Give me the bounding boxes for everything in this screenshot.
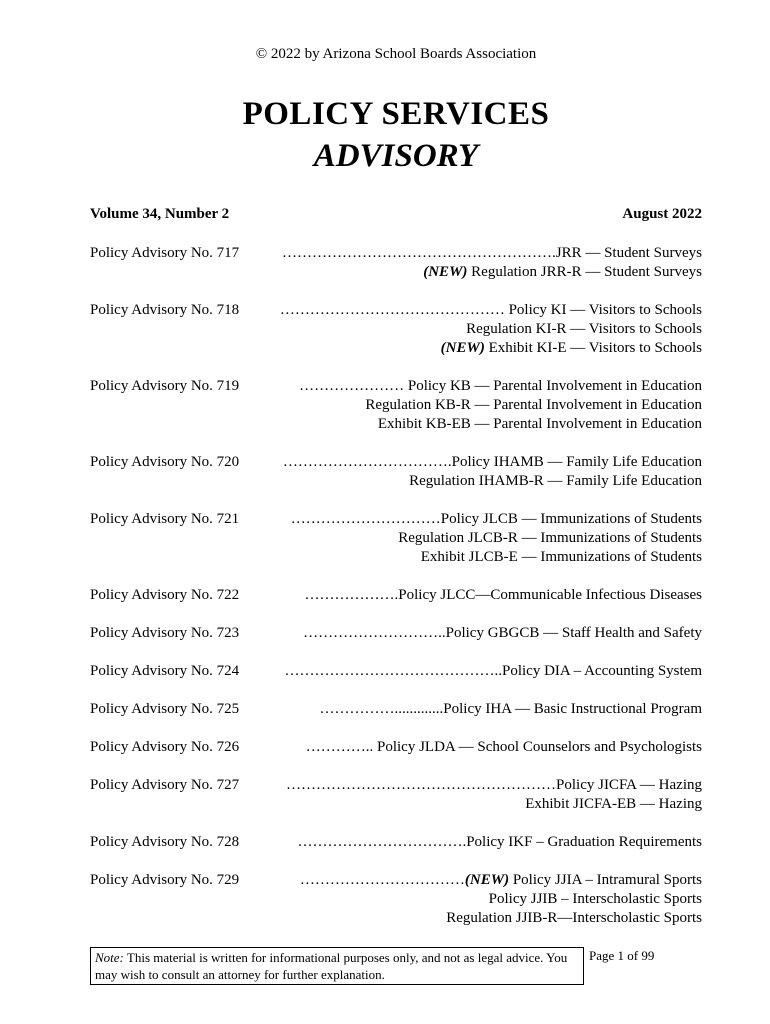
advisory-number: Policy Advisory No. 718 [90, 302, 240, 318]
new-flag: (NEW) [423, 264, 468, 280]
advisory-item [489, 890, 702, 909]
advisory-line [90, 662, 702, 681]
advisory-entry [90, 453, 702, 491]
advisory-item-text: Policy JLDA — School Counselors and Psychologists [373, 739, 702, 755]
advisory-entry [90, 510, 702, 567]
advisory-item [305, 586, 702, 605]
advisory-line [90, 586, 702, 605]
dot-leader: …………………………… [299, 872, 465, 888]
advisory-line [90, 871, 702, 890]
advisory-item-text: Regulation IHAMB-R — Family Life Education [409, 473, 702, 489]
advisory-item-text: Policy IHAMB — Family Life Education [451, 454, 702, 470]
advisory-entry [90, 586, 702, 605]
advisory-line [90, 909, 702, 928]
advisory-item-text: Exhibit KI-E — Visitors to Schools [484, 340, 702, 356]
dot-leader: ………………. [304, 587, 399, 603]
advisory-line [90, 529, 702, 548]
advisory-item [320, 700, 702, 719]
dot-leader: ………….. [305, 739, 374, 755]
advisory-line [90, 700, 702, 719]
disclaimer-note [90, 947, 584, 985]
advisory-line [90, 263, 702, 282]
advisory-line [90, 320, 702, 339]
advisory-entry [90, 244, 702, 282]
advisory-number: Policy Advisory No. 720 [90, 454, 240, 470]
advisory-line [90, 339, 702, 358]
advisory-item-text: Exhibit JICFA-EB — Hazing [525, 796, 702, 812]
advisory-number: Policy Advisory No. 727 [90, 777, 240, 793]
advisory-item [299, 377, 702, 396]
advisory-line [90, 776, 702, 795]
dot-leader: ………………………………………………. [281, 245, 556, 261]
advisory-item [285, 662, 703, 681]
advisory-line [90, 795, 702, 814]
advisory-number: Policy Advisory No. 726 [90, 739, 240, 755]
advisory-item-text: Regulation JJIB-R—Interscholastic Sports [446, 910, 702, 926]
advisory-item-text: Policy KB — Parental Involvement in Education [404, 378, 702, 394]
advisory-item [423, 263, 702, 282]
dot-leader: ……………………………………………… [286, 777, 557, 793]
advisory-item-text: Policy JLCB — Immunizations of Students [440, 511, 702, 527]
advisory-line [90, 738, 702, 757]
advisory-line [90, 510, 702, 529]
advisory-item-text: JRR — Student Surveys [555, 245, 702, 261]
page-title: POLICY SERVICES [242, 96, 550, 132]
volume-line [90, 206, 702, 223]
advisory-item-text: Policy JJIA – Intramural Sports [509, 872, 702, 888]
advisory-item [282, 244, 702, 263]
dot-leader: ………………………… [290, 511, 441, 527]
advisory-line [90, 833, 702, 852]
advisory-item [297, 833, 702, 852]
advisory-entry [90, 833, 702, 852]
advisory-item-text: Policy KI — Visitors to Schools [504, 302, 702, 318]
advisory-number: Policy Advisory No. 722 [90, 587, 240, 603]
volume-date: August 2022 [622, 206, 702, 222]
advisory-item [446, 909, 702, 928]
page-subtitle: ADVISORY [313, 138, 479, 174]
advisory-item-text: Policy IHA — Basic Instructional Program [443, 701, 702, 717]
advisory-number: Policy Advisory No. 723 [90, 625, 240, 641]
dot-leader: ……………………………………… [279, 302, 505, 318]
advisory-item-text: Regulation JRR-R — Student Surveys [467, 264, 702, 280]
advisory-item-text: Policy JJIB – Interscholastic Sports [488, 891, 702, 907]
advisory-entry [90, 871, 702, 928]
dot-leader: ……………………….. [303, 625, 446, 641]
advisory-number: Policy Advisory No. 724 [90, 663, 240, 679]
advisory-item-text: Policy DIA – Accounting System [502, 663, 702, 679]
dot-leader: ……………............. [319, 701, 444, 717]
copyright-line: © 2022 by Arizona School Boards Association [255, 46, 537, 62]
advisory-line [90, 453, 702, 472]
advisory-entry [90, 662, 702, 681]
advisory-entry [90, 738, 702, 757]
page-number: Page 1 of 99 [589, 948, 655, 963]
advisory-number: Policy Advisory No. 717 [90, 245, 240, 261]
advisory-line [90, 301, 702, 320]
advisory-entry [90, 624, 702, 643]
advisory-item-text: Policy JLCC—Communicable Infectious Diseases [398, 587, 702, 603]
advisory-line [90, 472, 702, 491]
advisory-line [90, 244, 702, 263]
advisory-item-text: Regulation KI-R — Visitors to Schools [466, 321, 702, 337]
advisory-item [525, 795, 702, 814]
advisory-item [409, 472, 702, 491]
dot-leader: …………………………………….. [284, 663, 502, 679]
advisory-item [306, 738, 702, 757]
advisory-number: Policy Advisory No. 728 [90, 834, 240, 850]
advisory-entry [90, 776, 702, 814]
advisory-item [303, 624, 702, 643]
advisory-item [291, 510, 702, 529]
advisory-item-text: Policy IKF – Graduation Requirements [466, 834, 702, 850]
advisory-item [466, 320, 702, 339]
advisory-item-text: Regulation KB-R — Parental Involvement in Education [365, 397, 702, 413]
advisory-entry [90, 377, 702, 434]
dot-leader: ……………………………. [297, 834, 467, 850]
advisory-line [90, 624, 702, 643]
new-flag: (NEW) [464, 872, 510, 888]
advisory-item [280, 301, 702, 320]
advisory-number: Policy Advisory No. 721 [90, 511, 240, 527]
advisory-list [90, 244, 702, 928]
advisory-line [90, 377, 702, 396]
advisory-item-text: Exhibit JLCB-E — Immunizations of Students [420, 549, 702, 565]
advisory-item [365, 396, 702, 415]
advisory-item [441, 339, 702, 358]
dot-leader: ……………………………. [282, 454, 452, 470]
advisory-item-text: Exhibit KB-EB — Parental Involvement in Education [377, 416, 702, 432]
advisory-line [90, 890, 702, 909]
advisory-item [378, 415, 702, 434]
advisory-item [300, 871, 702, 890]
advisory-item-text: Policy GBGCB — Staff Health and Safety [445, 625, 702, 641]
advisory-entry [90, 700, 702, 719]
advisory-item-text: Policy JICFA — Hazing [556, 777, 702, 793]
advisory-entry [90, 301, 702, 358]
advisory-number: Policy Advisory No. 719 [90, 378, 240, 394]
advisory-item-text: Regulation JLCB-R — Immunizations of Students [398, 530, 702, 546]
advisory-line [90, 548, 702, 567]
advisory-line [90, 415, 702, 434]
note-label: Note: [95, 950, 124, 965]
advisory-item [421, 548, 702, 567]
advisory-item [283, 453, 702, 472]
advisory-line [90, 396, 702, 415]
volume-label: Volume 34, Number 2 [90, 206, 230, 222]
advisory-item [286, 776, 702, 795]
advisory-number: Policy Advisory No. 729 [90, 872, 240, 888]
advisory-item [398, 529, 702, 548]
note-text: This material is written for informational purposes only, and not as legal advice. You may wish to consult an attorney for further explanation. [95, 950, 568, 982]
advisory-number: Policy Advisory No. 725 [90, 701, 240, 717]
new-flag: (NEW) [440, 340, 485, 356]
dot-leader: ………………… [299, 378, 405, 394]
